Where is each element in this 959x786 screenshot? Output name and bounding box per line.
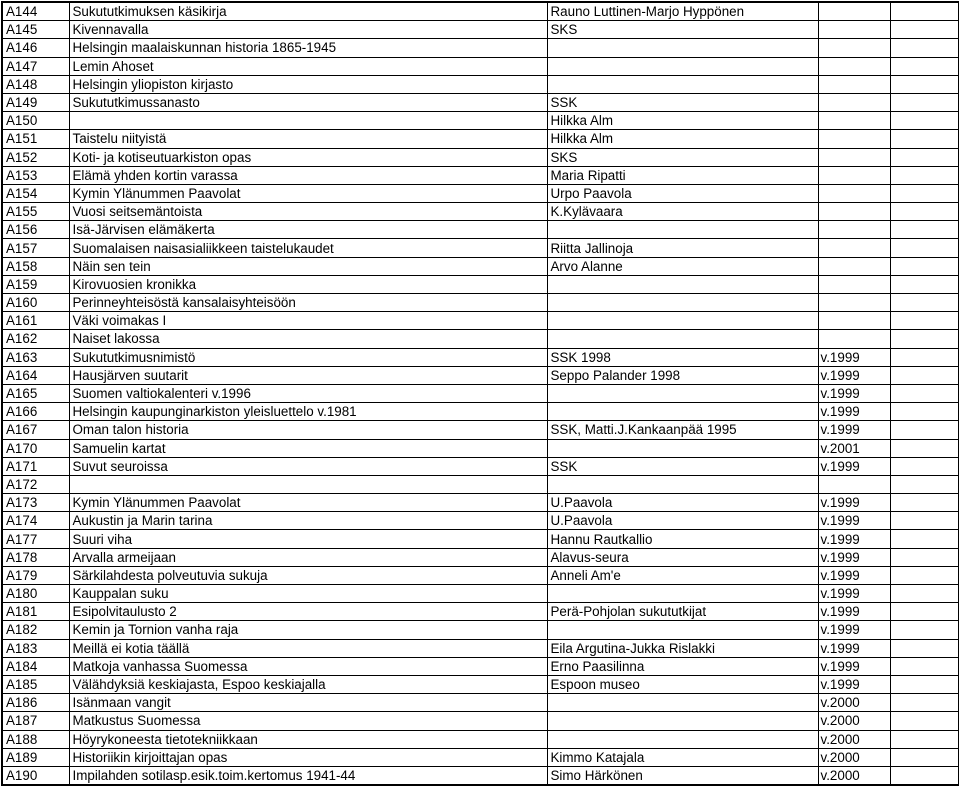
- source-cell: SSK 1998: [547, 348, 818, 366]
- code-cell: A180: [2, 585, 69, 603]
- source-cell: Perä-Pohjolan sukututkijat: [547, 603, 818, 621]
- table-row: [2, 766, 958, 785]
- title-cell: Näin sen tein: [69, 257, 547, 275]
- code-cell: A173: [2, 494, 69, 512]
- empty-cell: [890, 730, 958, 748]
- catalog-table-body: [2, 2, 958, 785]
- source-cell: Erno Paasilinna: [547, 657, 818, 675]
- empty-cell: [890, 694, 958, 712]
- code-cell: A189: [2, 748, 69, 766]
- source-cell: Arvo Alanne: [547, 257, 818, 275]
- title-cell: Isä-Järvisen elämäkerta: [69, 221, 547, 239]
- table-row: [2, 730, 958, 748]
- empty-cell: [890, 384, 958, 402]
- empty-cell: [890, 621, 958, 639]
- source-cell: U.Paavola: [547, 512, 818, 530]
- code-cell: A148: [2, 75, 69, 93]
- title-cell: Helsingin yliopiston kirjasto: [69, 75, 547, 93]
- empty-cell: [890, 312, 958, 330]
- empty-cell: [890, 548, 958, 566]
- empty-cell: [890, 639, 958, 657]
- title-cell: Aukustin ja Marin tarina: [69, 512, 547, 530]
- empty-cell: [890, 75, 958, 93]
- code-cell: A164: [2, 366, 69, 384]
- empty-cell: [890, 294, 958, 312]
- table-row: [2, 457, 958, 475]
- title-cell: Kymin Ylänummen Paavolat: [69, 184, 547, 202]
- version-cell: v.1999: [818, 403, 890, 421]
- version-cell: [818, 148, 890, 166]
- table-row: [2, 548, 958, 566]
- source-cell: [547, 275, 818, 293]
- version-cell: [818, 239, 890, 257]
- version-cell: [818, 330, 890, 348]
- code-cell: A172: [2, 475, 69, 493]
- empty-cell: [890, 239, 958, 257]
- version-cell: [818, 130, 890, 148]
- title-cell: Lemin Ahoset: [69, 57, 547, 75]
- code-cell: A163: [2, 348, 69, 366]
- code-cell: A182: [2, 621, 69, 639]
- empty-cell: [890, 57, 958, 75]
- version-cell: [818, 21, 890, 39]
- version-cell: v.1999: [818, 603, 890, 621]
- title-cell: Koti- ja kotiseutuarkiston opas: [69, 148, 547, 166]
- table-row: [2, 312, 958, 330]
- empty-cell: [890, 112, 958, 130]
- source-cell: [547, 475, 818, 493]
- empty-cell: [890, 512, 958, 530]
- table-row: [2, 694, 958, 712]
- code-cell: A186: [2, 694, 69, 712]
- code-cell: A185: [2, 675, 69, 693]
- table-row: [2, 2, 958, 21]
- version-cell: [818, 112, 890, 130]
- title-cell: Naiset lakossa: [69, 330, 547, 348]
- version-cell: v.1999: [818, 621, 890, 639]
- title-cell: Hausjärven suutarit: [69, 366, 547, 384]
- title-cell: Särkilahdesta polveutuvia sukuja: [69, 566, 547, 584]
- code-cell: A161: [2, 312, 69, 330]
- code-cell: A170: [2, 439, 69, 457]
- code-cell: A166: [2, 403, 69, 421]
- version-cell: v.1999: [818, 512, 890, 530]
- title-cell: Kivennavalla: [69, 21, 547, 39]
- title-cell: Impilahden sotilasp.esik.toim.kertomus 1941-44: [69, 766, 547, 785]
- empty-cell: [890, 566, 958, 584]
- version-cell: [818, 475, 890, 493]
- version-cell: v.1999: [818, 384, 890, 402]
- table-row: [2, 166, 958, 184]
- source-cell: SSK, Matti.J.Kankaanpää 1995: [547, 421, 818, 439]
- version-cell: [818, 166, 890, 184]
- title-cell: Välähdyksiä keskiajasta, Espoo keskiajalla: [69, 675, 547, 693]
- table-row: [2, 512, 958, 530]
- title-cell: Helsingin maalaiskunnan historia 1865-1945: [69, 39, 547, 57]
- empty-cell: [890, 39, 958, 57]
- version-cell: v.1999: [818, 639, 890, 657]
- code-cell: A190: [2, 766, 69, 785]
- source-cell: Anneli Am'e: [547, 566, 818, 584]
- title-cell: Suvut seuroissa: [69, 457, 547, 475]
- table-row: [2, 384, 958, 402]
- empty-cell: [890, 475, 958, 493]
- empty-cell: [890, 130, 958, 148]
- source-cell: Hannu Rautkallio: [547, 530, 818, 548]
- version-cell: [818, 93, 890, 111]
- table-row: [2, 366, 958, 384]
- version-cell: v.2000: [818, 748, 890, 766]
- table-row: [2, 257, 958, 275]
- code-cell: A179: [2, 566, 69, 584]
- code-cell: A154: [2, 184, 69, 202]
- code-cell: A188: [2, 730, 69, 748]
- code-cell: A146: [2, 39, 69, 57]
- empty-cell: [890, 166, 958, 184]
- code-cell: A174: [2, 512, 69, 530]
- table-row: [2, 203, 958, 221]
- title-cell: Isänmaan vangit: [69, 694, 547, 712]
- empty-cell: [890, 530, 958, 548]
- empty-cell: [890, 184, 958, 202]
- version-cell: [818, 2, 890, 21]
- table-row: [2, 275, 958, 293]
- code-cell: A159: [2, 275, 69, 293]
- code-cell: A187: [2, 712, 69, 730]
- version-cell: [818, 39, 890, 57]
- empty-cell: [890, 766, 958, 785]
- title-cell: Elämä yhden kortin varassa: [69, 166, 547, 184]
- table-row: [2, 421, 958, 439]
- source-cell: SSK: [547, 93, 818, 111]
- code-cell: A157: [2, 239, 69, 257]
- version-cell: v.1999: [818, 566, 890, 584]
- version-cell: v.2000: [818, 712, 890, 730]
- source-cell: [547, 384, 818, 402]
- version-cell: [818, 221, 890, 239]
- table-row: [2, 221, 958, 239]
- empty-cell: [890, 403, 958, 421]
- source-cell: [547, 57, 818, 75]
- code-cell: A150: [2, 112, 69, 130]
- source-cell: Hilkka Alm: [547, 112, 818, 130]
- empty-cell: [890, 603, 958, 621]
- empty-cell: [890, 585, 958, 603]
- empty-cell: [890, 439, 958, 457]
- empty-cell: [890, 257, 958, 275]
- code-cell: A153: [2, 166, 69, 184]
- version-cell: [818, 312, 890, 330]
- version-cell: [818, 184, 890, 202]
- version-cell: v.1999: [818, 675, 890, 693]
- table-row: [2, 639, 958, 657]
- title-cell: Kirovuosien kronikka: [69, 275, 547, 293]
- table-row: [2, 330, 958, 348]
- title-cell: Suomen valtiokalenteri v.1996: [69, 384, 547, 402]
- version-cell: v.2000: [818, 766, 890, 785]
- title-cell: Suuri viha: [69, 530, 547, 548]
- table-row: [2, 712, 958, 730]
- code-cell: A144: [2, 2, 69, 21]
- source-cell: SKS: [547, 148, 818, 166]
- source-cell: Riitta Jallinoja: [547, 239, 818, 257]
- table-row: [2, 348, 958, 366]
- source-cell: SSK: [547, 457, 818, 475]
- source-cell: Simo Härkönen: [547, 766, 818, 785]
- code-cell: A171: [2, 457, 69, 475]
- code-cell: A162: [2, 330, 69, 348]
- source-cell: U.Paavola: [547, 494, 818, 512]
- title-cell: Kemin ja Tornion vanha raja: [69, 621, 547, 639]
- title-cell: Sukututkimusnimistö: [69, 348, 547, 366]
- title-cell: Sukututkimussanasto: [69, 93, 547, 111]
- version-cell: [818, 294, 890, 312]
- table-row: [2, 21, 958, 39]
- empty-cell: [890, 748, 958, 766]
- table-row: [2, 294, 958, 312]
- table-row: [2, 239, 958, 257]
- empty-cell: [890, 2, 958, 21]
- title-cell: Väki voimakas I: [69, 312, 547, 330]
- table-row: [2, 75, 958, 93]
- empty-cell: [890, 275, 958, 293]
- source-cell: [547, 585, 818, 603]
- code-cell: A183: [2, 639, 69, 657]
- version-cell: v.1999: [818, 366, 890, 384]
- code-cell: A165: [2, 384, 69, 402]
- title-cell: Meillä ei kotia täällä: [69, 639, 547, 657]
- empty-cell: [890, 457, 958, 475]
- title-cell: [69, 475, 547, 493]
- table-row: [2, 494, 958, 512]
- title-cell: Oman talon historia: [69, 421, 547, 439]
- title-cell: Suomalaisen naisasialiikkeen taistelukaudet: [69, 239, 547, 257]
- source-cell: [547, 294, 818, 312]
- version-cell: v.1999: [818, 530, 890, 548]
- source-cell: [547, 330, 818, 348]
- table-row: [2, 39, 958, 57]
- code-cell: A178: [2, 548, 69, 566]
- source-cell: Espoon museo: [547, 675, 818, 693]
- version-cell: v.1999: [818, 494, 890, 512]
- version-cell: [818, 57, 890, 75]
- code-cell: A167: [2, 421, 69, 439]
- version-cell: v.1999: [818, 348, 890, 366]
- source-cell: SKS: [547, 21, 818, 39]
- source-cell: [547, 694, 818, 712]
- title-cell: Samuelin kartat: [69, 439, 547, 457]
- version-cell: v.1999: [818, 657, 890, 675]
- version-cell: v.1999: [818, 585, 890, 603]
- empty-cell: [890, 148, 958, 166]
- title-cell: [69, 112, 547, 130]
- code-cell: A158: [2, 257, 69, 275]
- catalog-table: [1, 1, 959, 786]
- source-cell: Hilkka Alm: [547, 130, 818, 148]
- empty-cell: [890, 712, 958, 730]
- table-row: [2, 439, 958, 457]
- source-cell: [547, 221, 818, 239]
- title-cell: Sukututkimuksen käsikirja: [69, 2, 547, 21]
- table-row: [2, 130, 958, 148]
- code-cell: A177: [2, 530, 69, 548]
- empty-cell: [890, 330, 958, 348]
- version-cell: v.1999: [818, 457, 890, 475]
- source-cell: K.Kylävaara: [547, 203, 818, 221]
- table-row: [2, 93, 958, 111]
- table-row: [2, 603, 958, 621]
- empty-cell: [890, 93, 958, 111]
- table-row: [2, 748, 958, 766]
- source-cell: [547, 39, 818, 57]
- title-cell: Taistelu niityistä: [69, 130, 547, 148]
- source-cell: Seppo Palander 1998: [547, 366, 818, 384]
- code-cell: A184: [2, 657, 69, 675]
- table-row: [2, 403, 958, 421]
- version-cell: v.2000: [818, 730, 890, 748]
- code-cell: A151: [2, 130, 69, 148]
- code-cell: A181: [2, 603, 69, 621]
- empty-cell: [890, 221, 958, 239]
- version-cell: v.2000: [818, 694, 890, 712]
- table-row: [2, 657, 958, 675]
- source-cell: [547, 730, 818, 748]
- table-row: [2, 585, 958, 603]
- code-cell: A156: [2, 221, 69, 239]
- table-row: [2, 530, 958, 548]
- source-cell: [547, 403, 818, 421]
- version-cell: v.2001: [818, 439, 890, 457]
- title-cell: Perinneyhteisöstä kansalaisyhteisöön: [69, 294, 547, 312]
- table-row: [2, 475, 958, 493]
- code-cell: A160: [2, 294, 69, 312]
- table-row: [2, 57, 958, 75]
- version-cell: [818, 203, 890, 221]
- title-cell: Arvalla armeijaan: [69, 548, 547, 566]
- empty-cell: [890, 675, 958, 693]
- title-cell: Höyrykoneesta tietotekniikkaan: [69, 730, 547, 748]
- table-row: [2, 675, 958, 693]
- version-cell: [818, 75, 890, 93]
- code-cell: A152: [2, 148, 69, 166]
- empty-cell: [890, 21, 958, 39]
- code-cell: A147: [2, 57, 69, 75]
- empty-cell: [890, 494, 958, 512]
- table-row: [2, 184, 958, 202]
- source-cell: Maria Ripatti: [547, 166, 818, 184]
- title-cell: Kymin Ylänummen Paavolat: [69, 494, 547, 512]
- version-cell: [818, 257, 890, 275]
- source-cell: Urpo Paavola: [547, 184, 818, 202]
- code-cell: A149: [2, 93, 69, 111]
- source-cell: Kimmo Katajala: [547, 748, 818, 766]
- source-cell: Eila Argutina-Jukka Rislakki: [547, 639, 818, 657]
- source-cell: Rauno Luttinen-Marjo Hyppönen: [547, 2, 818, 21]
- code-cell: A145: [2, 21, 69, 39]
- source-cell: [547, 312, 818, 330]
- table-row: [2, 566, 958, 584]
- empty-cell: [890, 657, 958, 675]
- version-cell: v.1999: [818, 421, 890, 439]
- title-cell: Helsingin kaupunginarkiston yleisluettelo v.1981: [69, 403, 547, 421]
- table-row: [2, 621, 958, 639]
- title-cell: Vuosi seitsemäntoista: [69, 203, 547, 221]
- code-cell: A155: [2, 203, 69, 221]
- empty-cell: [890, 203, 958, 221]
- source-cell: [547, 439, 818, 457]
- version-cell: [818, 275, 890, 293]
- source-cell: [547, 712, 818, 730]
- table-row: [2, 112, 958, 130]
- source-cell: Alavus-seura: [547, 548, 818, 566]
- title-cell: Kauppalan suku: [69, 585, 547, 603]
- table-row: [2, 148, 958, 166]
- title-cell: Matkustus Suomessa: [69, 712, 547, 730]
- empty-cell: [890, 348, 958, 366]
- version-cell: v.1999: [818, 548, 890, 566]
- title-cell: Esipolvitaulusto 2: [69, 603, 547, 621]
- source-cell: [547, 621, 818, 639]
- title-cell: Matkoja vanhassa Suomessa: [69, 657, 547, 675]
- empty-cell: [890, 421, 958, 439]
- empty-cell: [890, 366, 958, 384]
- source-cell: [547, 75, 818, 93]
- title-cell: Historiikin kirjoittajan opas: [69, 748, 547, 766]
